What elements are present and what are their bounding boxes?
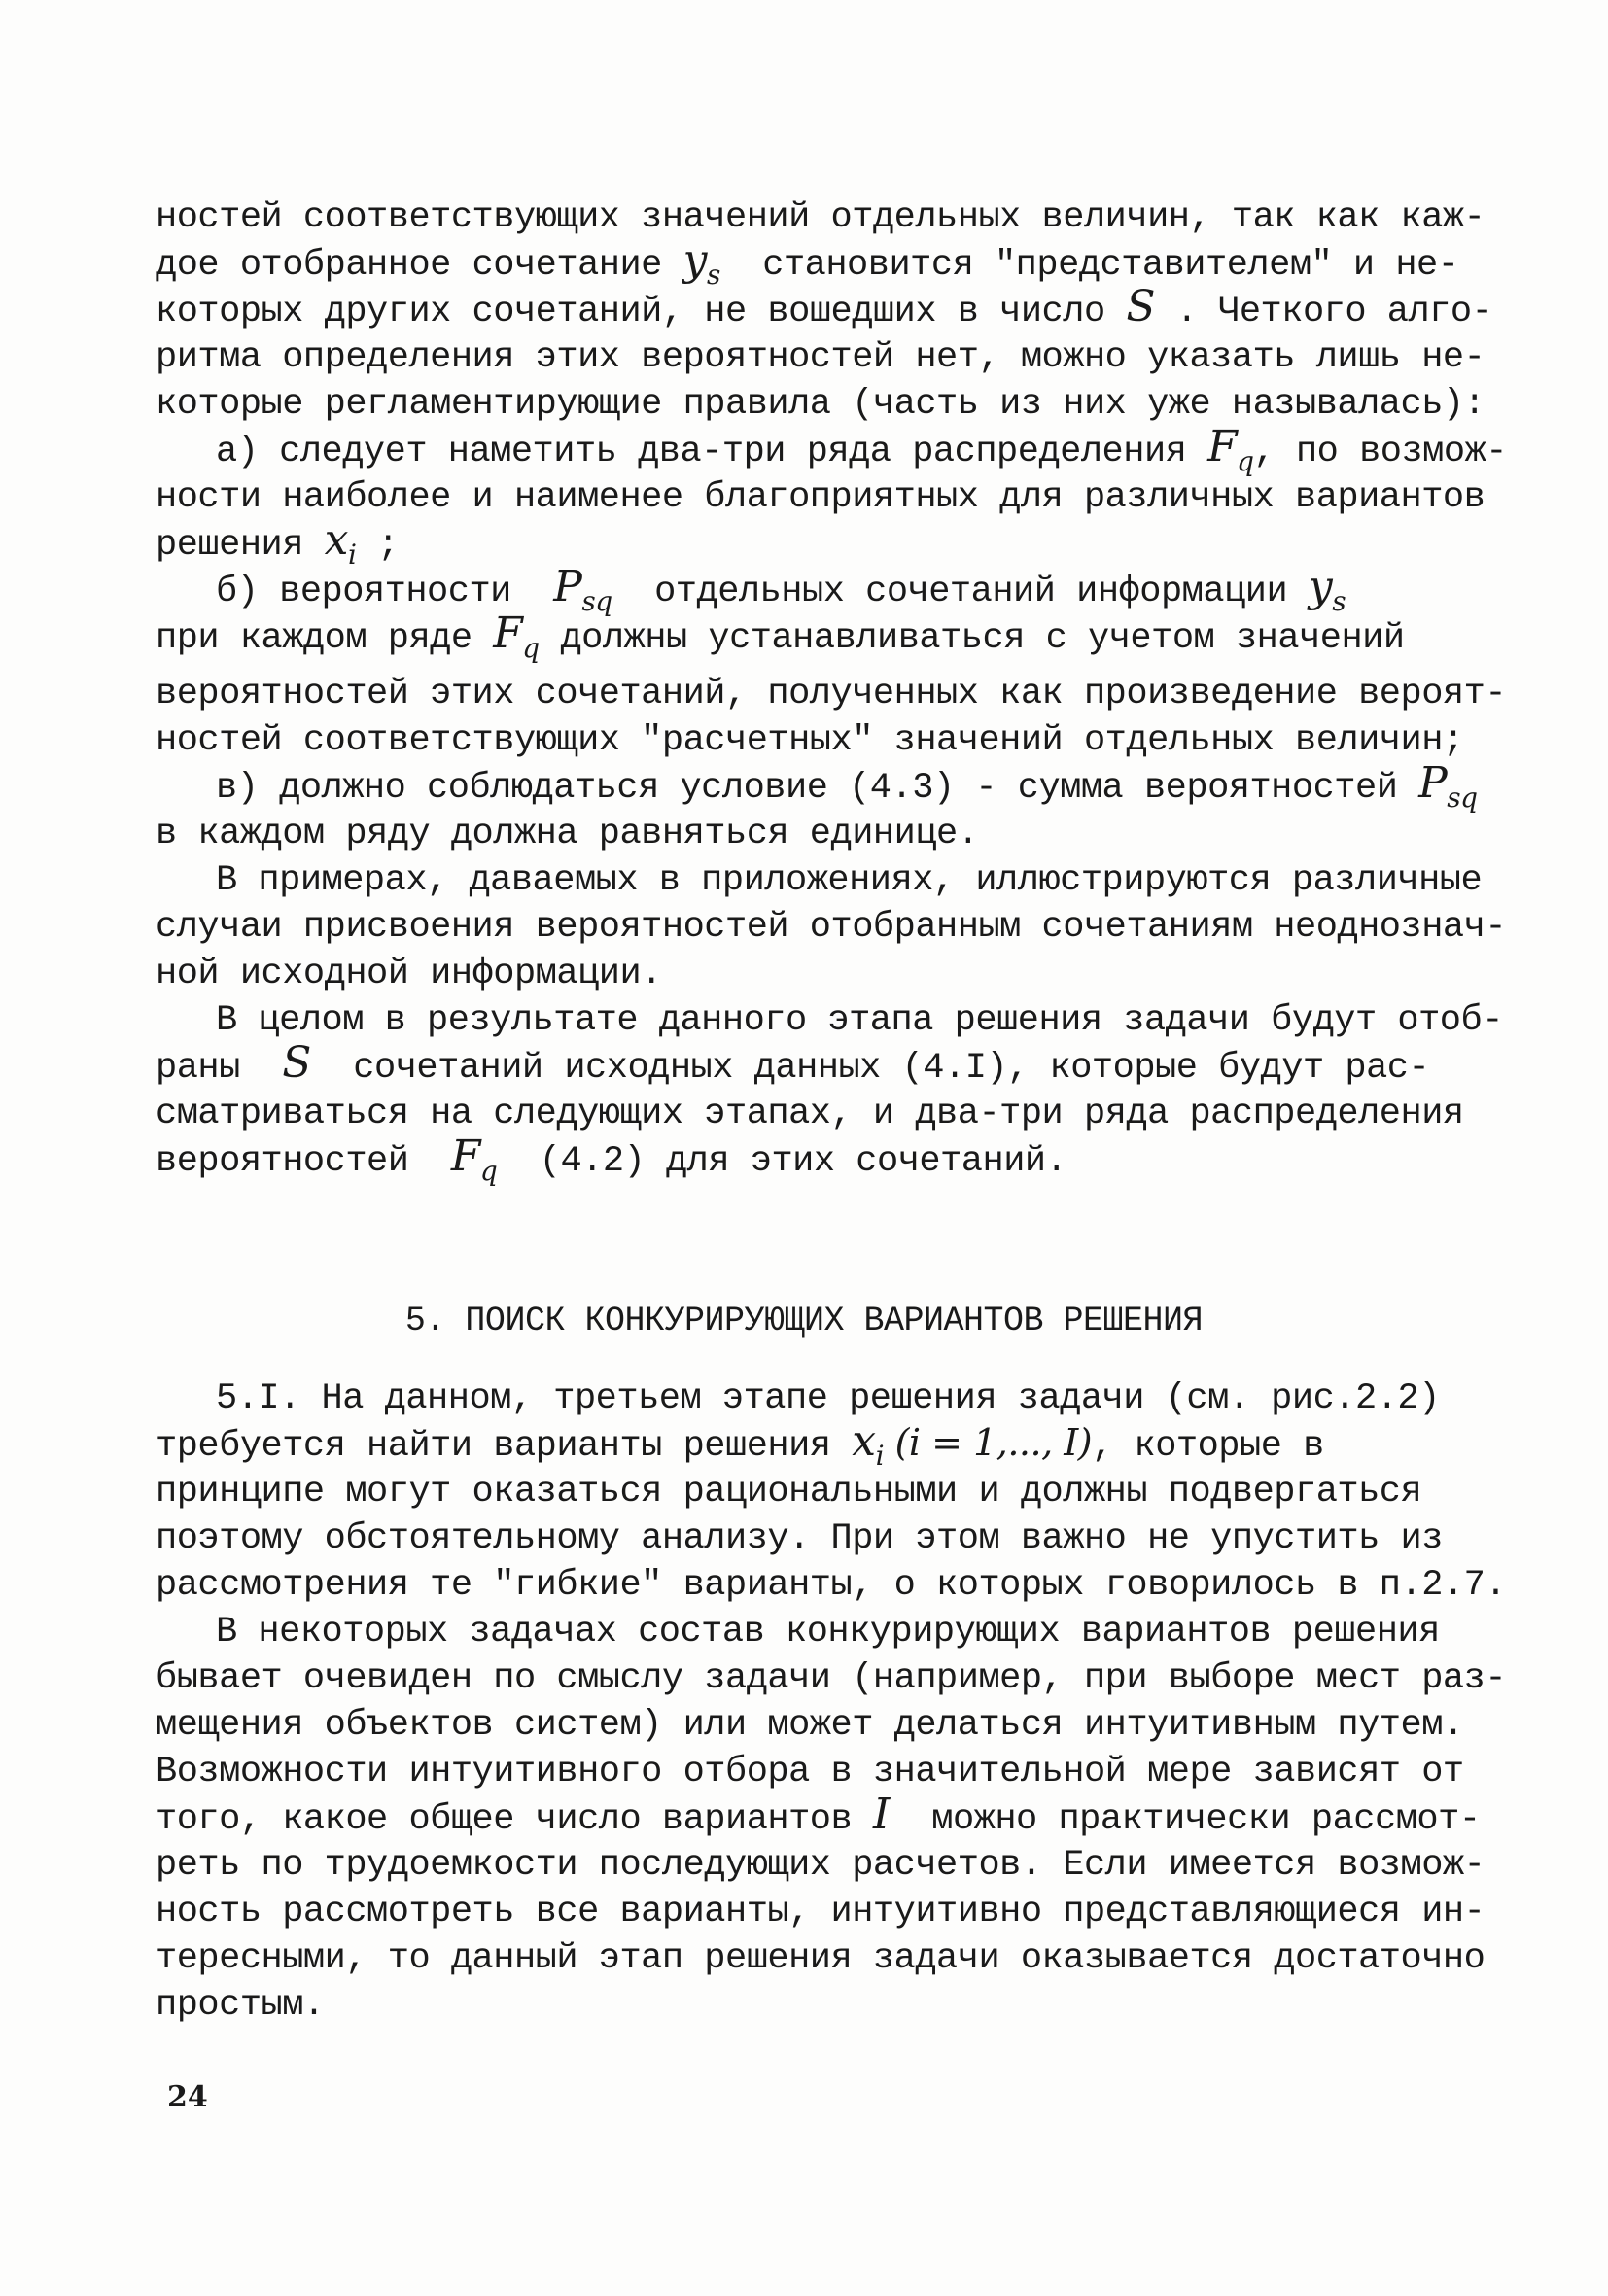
list-item-b: б) вероятности $P_{sq}$ отдельных сочетаний информации $y_s$ [216,562,1346,617]
section-heading: 5. ПОИСК КОНКУРИРУЮЩИХ ВАРИАНТОВ РЕШЕНИЯ [404,1302,1204,1340]
text-line: решения $x_i$ ; [156,515,399,571]
math-var: y [1308,562,1333,611]
math-var: F [1207,422,1238,471]
math-sub: s [706,259,720,291]
math-sub: q [1237,445,1254,477]
text-line: вероятностей $F_q$ (4.2) для этих сочетаний. [156,1131,1067,1187]
text-line: случаи присвоения вероятностей отобранным сочетаниям неоднознач- [156,907,1507,948]
text-line: того, какое общее число вариантов I можно практически рассмот- [156,1790,1481,1840]
math-var: F [493,609,523,658]
text-line: бывает очевиден по смыслу задачи (например, при выборе мест раз- [156,1658,1507,1699]
text-line: ной исходной информации. [156,954,662,994]
text-line: вероятностей этих сочетаний, полученных как произведение вероят- [156,674,1507,714]
math-var: x [324,515,348,565]
text-line: в каждом ряду должна равняться единице. [156,814,979,854]
text-line: тересными, то данный этап решения задачи оказывается достаточно [156,1938,1486,1979]
math-sub: i [875,1440,885,1472]
math-sub: s [1332,585,1346,617]
paragraph-start: 5.I. На данном, третьем этапе решения задачи (см. рис.2.2) [216,1378,1440,1419]
paragraph-start: В некоторых задачах состав конкурирующих вариантов решения [216,1612,1440,1652]
math-sub: sq [581,585,612,617]
text-line: принципе могут оказаться рациональными и должны подвергаться [156,1472,1422,1513]
math-var: P [1418,758,1448,808]
text-block-bottom [156,1375,1507,2029]
text-line: требуется найти варианты решения $x_i$ (i = 1,..., I), которые в [156,1416,1324,1472]
math-var: S [1126,282,1156,331]
text-line: которых других сочетаний, не вошедших в число S . Четкого алго- [156,282,1493,332]
math-sub: sq [1447,782,1478,814]
text-line: простым. [156,1985,325,2026]
text-line: дое отобранное сочетание $y_s$ становится "представителем" и не- [156,235,1459,291]
math-sub: i [347,539,357,571]
text-line: ностей соответствующих "расчетных" значений отдельных величин; [156,720,1464,761]
text-line: мещения объектов систем) или может делаться интуитивным путем. [156,1705,1464,1746]
text-line: ность рассмотреть все варианты, интуитивно представляющиеся ин- [156,1892,1486,1932]
math-var: y [682,235,707,285]
math-var: P [553,562,582,611]
paragraph-start: В примерах, даваемых в приложениях, иллюстрируются различные [216,860,1483,901]
math-var: S [282,1038,311,1088]
text-line: реть по трудоемкости последующих расчетов. Если имеется возмож- [156,1845,1486,1886]
text-line: при каждом ряде $F_q$ должны устанавливаться с учетом значений [156,609,1405,664]
text-line: сматриваться на следующих этапах, и два-три ряда распределения [156,1094,1464,1134]
text-line: Возможности интуитивного отбора в значительной мере зависят от [156,1752,1464,1792]
math-sub: q [522,632,540,664]
text-line: ности наиболее и наименее благоприятных для различных вариантов [156,477,1486,518]
math-var: I [872,1790,890,1839]
text-line: рассмотрения те "гибкие" варианты, о которых говорилось в п.2.7. [156,1565,1507,1606]
math-var: F [450,1131,480,1181]
math-sub: q [479,1155,498,1187]
list-item-a: а) следует наметить два-три ряда распределения $F_q$, по возмож- [216,422,1507,477]
text-line: раны S сочетаний исходных данных (4.I), которые будут рас- [156,1038,1430,1089]
text-line: ностей соответствующих значений отдельных величин, так как каж- [156,197,1486,238]
text-line: ритма определения этих вероятностей нет, можно указать лишь не- [156,337,1486,378]
text-block-top [156,194,1507,1187]
math-expression: (i = 1,..., I) [884,1421,1093,1464]
math-var: x [852,1416,876,1466]
page-number: 24 [167,2080,208,2114]
text-line: поэтому обстоятельному анализу. При этом важно не упустить из [156,1518,1443,1559]
paragraph-start: В целом в результате данного этапа решения задачи будут отоб- [216,1000,1503,1041]
text-line: которые регламентирующие правила (часть из них уже называлась): [156,384,1486,425]
list-item-c: в) должно соблюдаться условие (4.3) - сумма вероятностей $P_{sq}$ [216,758,1478,814]
